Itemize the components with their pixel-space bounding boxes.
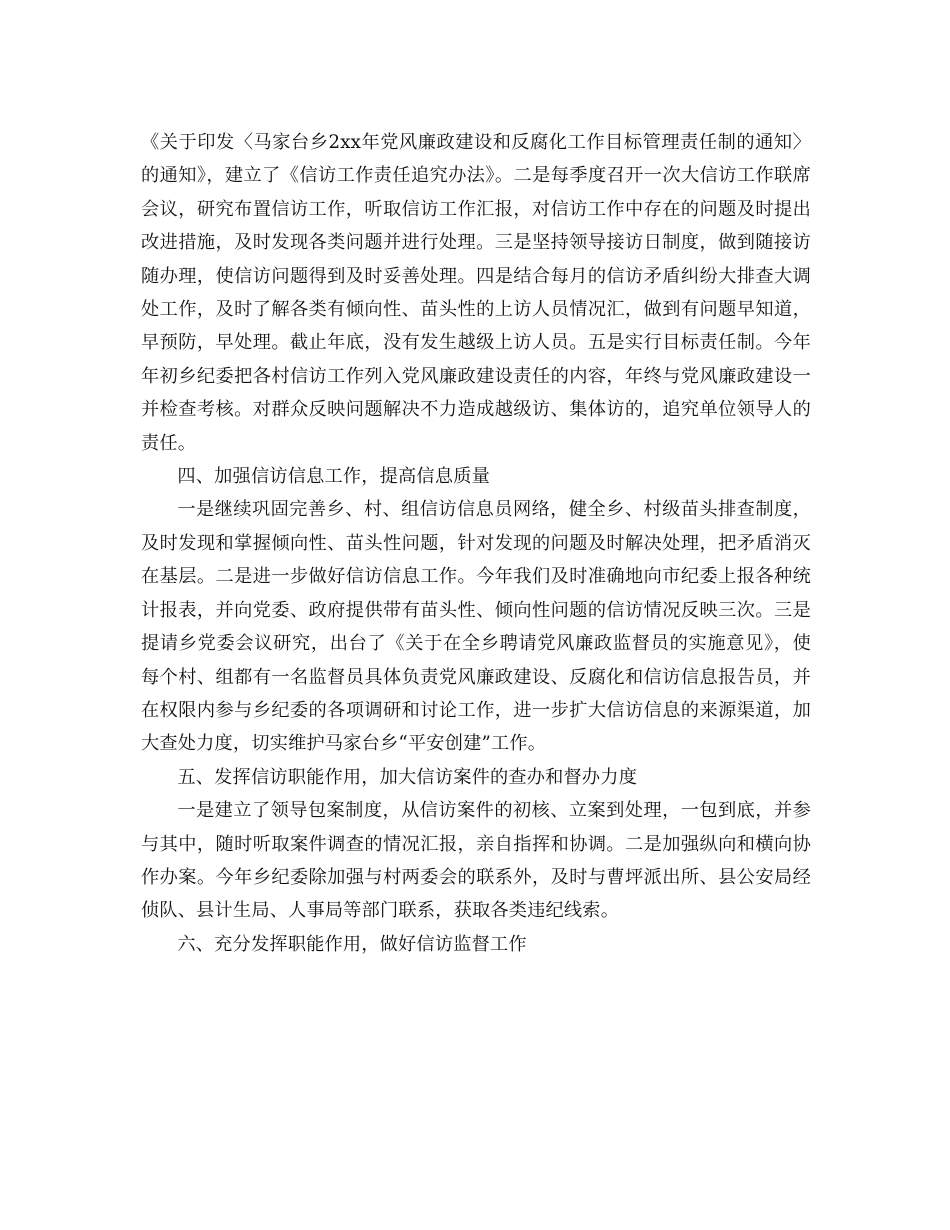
paragraph-body-continuation: 《关于印发〈马家台乡2xx年党风廉政建设和反腐化工作目标管理责任制的通知〉的通知》，建立了《信访工作责任追究办法》。二是每季度召开一次大信访工作联席会议，研究布置信访工作，听取信访工作汇报，对信访工作中存在的问题及时提出改进措施，及时发现各类问题并进行处理。三是坚持领导接访日制度，做到随接访随办理，使信访问题得到及时妥善处理。四是结合每月的信访矛盾纠纷大排查大调处工作，及时了解各类有倾向性、苗头性的上访人员情况汇，做到有问题早知道，早预防，早处理。截止年底，没有发生越级上访人员。五是实行目标责任制。今年年初乡纪委把各村信访工作列入党风廉政建设责任的内容，年终与党风廉政建设一并检查考核。对群众反映问题解决不力造成越级访、集体访的，追究单位领导人的责任。 — [141, 132, 811, 454]
section-heading-four: 四、加强信访信息工作，提高信息质量 — [177, 466, 490, 488]
section-heading-five: 五、发挥信访职能作用，加大信访案件的查办和督办力度 — [177, 766, 638, 788]
paragraph-section-five: 一是建立了领导包案制度，从信访案件的初核、立案到处理，一包到底，并参与其中，随时听取案件调查的情况汇报，亲自指挥和协调。二是加强纵向和横向协作办案。今年乡纪委除加强与村两委会的联系外，及时与曹坪派出所、县公安局经侦队、县计生局、人事局等部门联系，获取各类违纪线索。 — [141, 800, 811, 922]
document-body — [141, 126, 811, 961]
section-heading-six: 六、充分发挥职能作用，做好信访监督工作 — [177, 933, 527, 955]
paragraph-section-four: 一是继续巩固完善乡、村、组信访信息员网络，健全乡、村级苗头排查制度，及时发现和掌握倾向性、苗头性问题，针对发现的问题及时解决处理，把矛盾消灭在基层。二是进一步做好信访信息工作。今年我们及时准确地向市纪委上报各种统计报表，并向党委、政府提供带有苗头性、倾向性问题的信访情况反映三次。三是提请乡党委会议研究，出台了《关于在全乡聘请党风廉政监督员的实施意见》，使每个村、组都有一名监督员具体负责党风廉政建设、反腐化和信访信息报告员，并在权限内参与乡纪委的各项调研和讨论工作，进一步扩大信访信息的来源渠道，加大查处力度，切实维护马家台乡“平安创建”工作。 — [141, 499, 811, 755]
